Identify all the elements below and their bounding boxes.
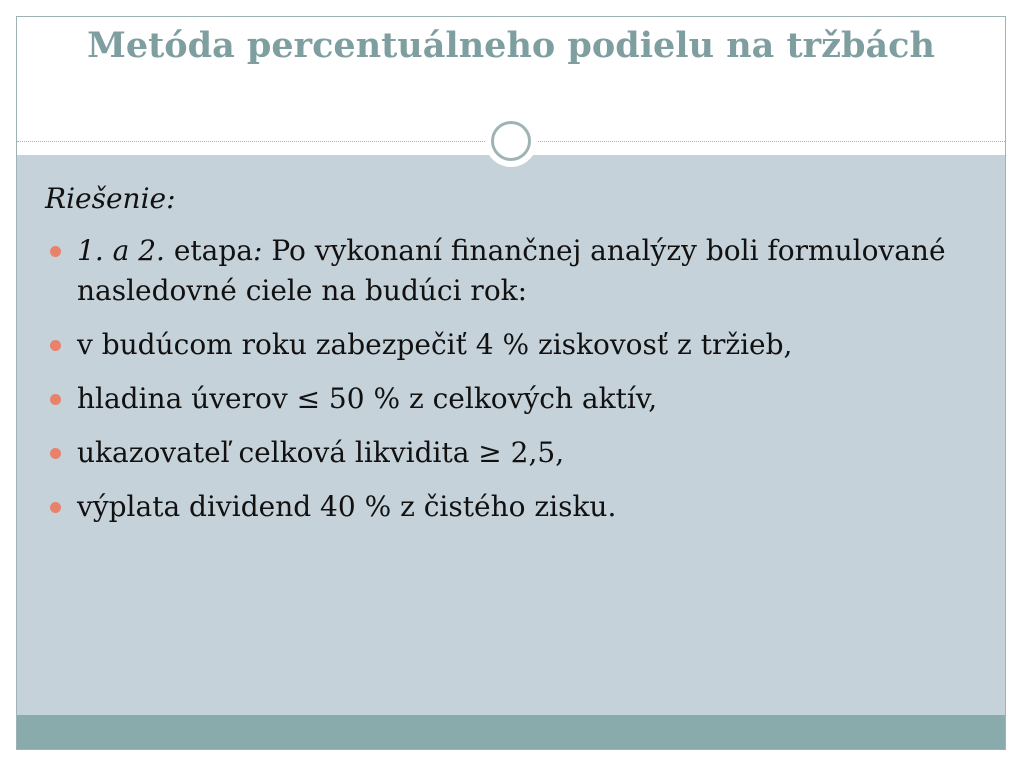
step-colon: : (252, 234, 263, 267)
ring-ornament-inner (491, 121, 531, 161)
list-item (45, 487, 985, 527)
ring-ornament-icon (485, 115, 537, 167)
list-item (45, 325, 985, 365)
step-word: etapa (164, 234, 253, 267)
slide-title: Metóda percentuálneho podielu na tržbách (87, 25, 935, 66)
step-number: 1. a 2. (77, 234, 165, 267)
slide-body (45, 177, 985, 541)
slide (16, 16, 1006, 750)
circle-bullet-icon (50, 502, 61, 513)
list-item (45, 433, 985, 473)
list-item-text: hladina úverov ≤ 50 % z celkových aktív, (77, 382, 658, 415)
circle-bullet-icon (50, 246, 61, 257)
list-item-text: Po vykonaní finančnej analýzy boli formulované nasledovné ciele na budúci rok: (77, 234, 946, 307)
footer-bar (17, 715, 1005, 749)
list-item-text: v budúcom roku zabezpečiť 4 % ziskovosť z tržieb, (77, 328, 793, 361)
list-item (45, 231, 985, 311)
circle-bullet-icon (50, 394, 61, 405)
intro-label: Riešenie: (45, 182, 176, 215)
list-item (45, 379, 985, 419)
bullet-list (45, 231, 985, 527)
list-item-text: ukazovateľ celková likvidita ≥ 2,5, (77, 436, 565, 469)
list-item-text: výplata dividend 40 % z čistého zisku. (77, 490, 617, 523)
circle-bullet-icon (50, 448, 61, 459)
circle-bullet-icon (50, 340, 61, 351)
